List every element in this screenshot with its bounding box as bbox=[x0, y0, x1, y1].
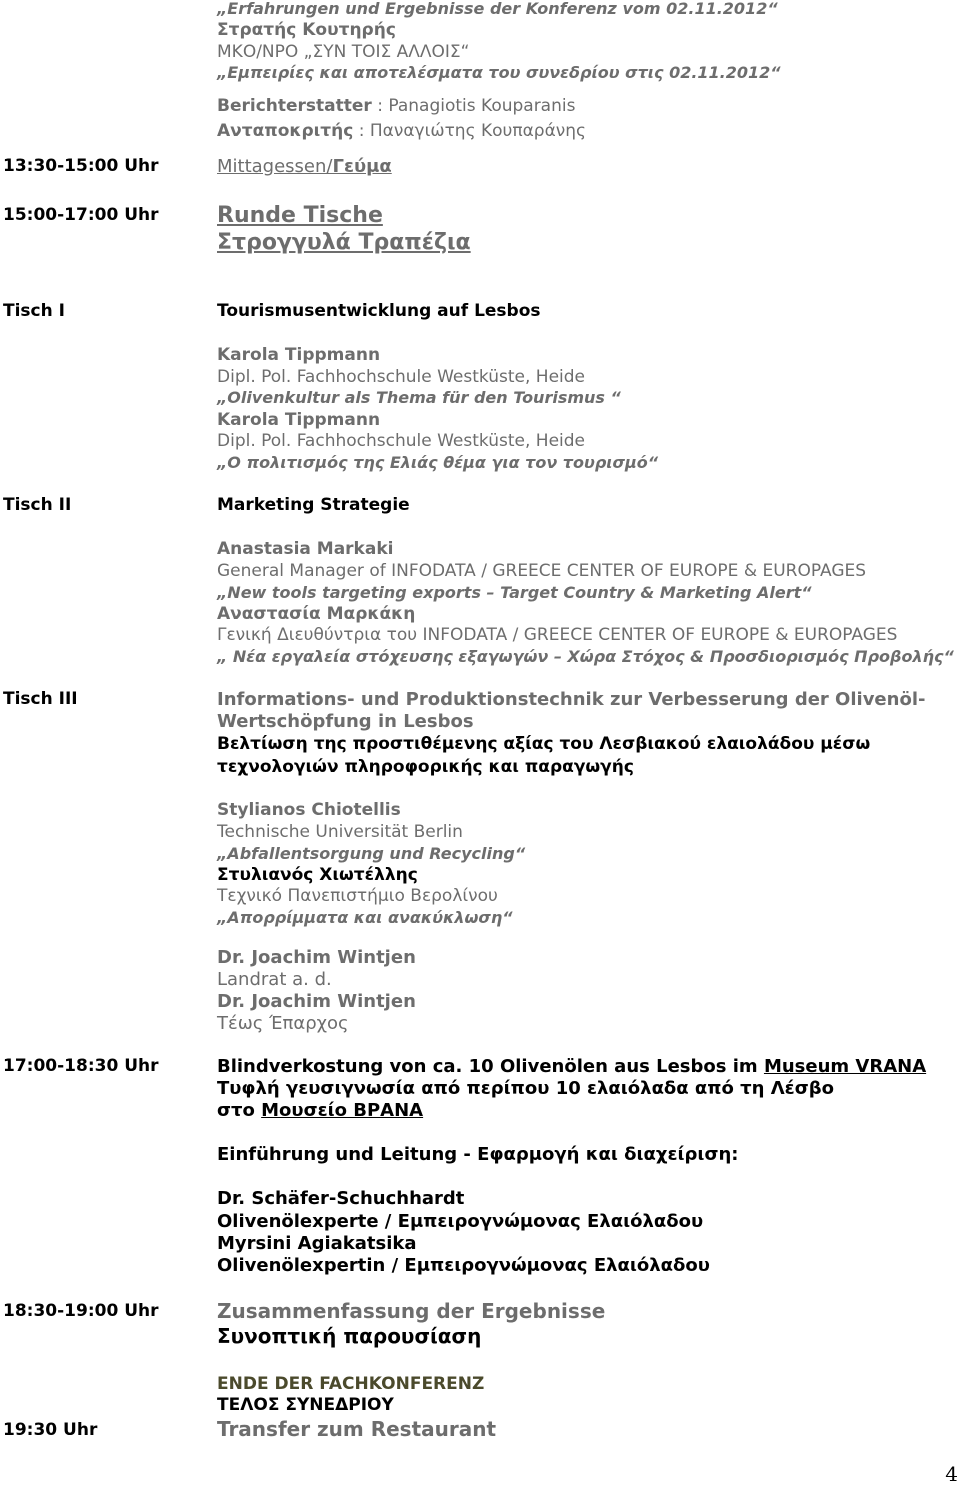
reporter-gr bbox=[217, 122, 586, 142]
tisch-3-topic-de-1: Informations- und Produktionstechnik zur Verbesserung der Olivenöl- bbox=[217, 689, 926, 710]
tisch-3-talk-1: „Abfallentsorgung und Recycling“ bbox=[217, 844, 526, 863]
tisch-3-topic-de-2: Wertschöpfung in Lesbos bbox=[217, 711, 474, 732]
transfer-time: 19:30 Uhr bbox=[3, 1420, 98, 1440]
tisch-1-speaker-1: Karola Tippmann bbox=[217, 345, 381, 365]
tisch-1-affiliation-1: Dipl. Pol. Fachhochschule Westküste, Heide bbox=[217, 367, 585, 387]
tisch-3-talk-2: „Απορρίμματα και ανακύκλωση“ bbox=[217, 908, 513, 927]
tasting-line-3-text: στο bbox=[217, 1100, 262, 1121]
tisch-3-topic-gr-2: τεχνολογιών πληροφορικής και παραγωγής bbox=[217, 757, 634, 777]
lunch-gr: Γεύμα bbox=[332, 156, 392, 177]
tisch-2-talk-2: „ Νέα εργαλεία στόχευσης εξαγωγών – Χώρα Στόχος & Προσδιορισμός Προβολής“ bbox=[217, 647, 954, 666]
round-tables-time: 15:00-17:00 Uhr bbox=[3, 205, 159, 225]
tasting-line-1-text: Blindverkostung von ca. 10 Olivenölen aus Lesbos im bbox=[217, 1056, 764, 1077]
lunch-title bbox=[217, 157, 392, 178]
tisch-1-speaker-2: Karola Tippmann bbox=[217, 410, 381, 430]
tisch-2-talk-1: „New tools targeting exports – Target Country & Marketing Alert“ bbox=[217, 583, 812, 602]
tisch-2-affiliation-1: General Manager of INFODATA / GREECE CENTER OF EUROPE & EUROPAGES bbox=[217, 561, 867, 581]
speaker-name-gr: Στρατής Κουτηρής bbox=[217, 20, 396, 40]
tisch-1-affiliation-2: Dipl. Pol. Fachhochschule Westküste, Heide bbox=[217, 431, 585, 451]
reporter-de-label: Berichterstatter bbox=[217, 96, 372, 116]
conference-results-de: „Erfahrungen und Ergebnisse der Konferenz vom 02.11.2012“ bbox=[217, 0, 778, 18]
lunch-de: Mittagessen/ bbox=[217, 156, 333, 177]
lunch-time: 13:30-15:00 Uhr bbox=[3, 156, 159, 176]
reporter-de-name: : Panagiotis Kouparanis bbox=[377, 96, 576, 116]
tisch-1-talk-1: „Olivenkultur als Thema für den Tourismus “ bbox=[217, 388, 621, 407]
tisch-2-topic: Marketing Strategie bbox=[217, 495, 410, 515]
tisch-3-affiliation-2: Τεχνικό Πανεπιστήμιο Βερολίνου bbox=[217, 886, 498, 906]
museum-vrana-gr-link[interactable]: Μουσείο ΒΡΑΝΑ bbox=[261, 1100, 424, 1121]
summary-de: Zusammenfassung der Ergebnisse bbox=[217, 1299, 606, 1323]
tisch-1-talk-2: „Ο πολιτισμός της Ελιάς θέμα για τον τουρισμό“ bbox=[217, 453, 659, 472]
page-number: 4 bbox=[945, 1462, 958, 1486]
organization-gr: ΜΚΟ/ΝΡΟ „ΣΥΝ ΤΟΙΣ ΑΛΛΟΙΣ“ bbox=[217, 42, 470, 62]
tasting-intro: Einführung und Leitung - Εφαρμογή και διαχείριση: bbox=[217, 1144, 739, 1165]
museum-vrana-link[interactable]: Museum VRANA bbox=[763, 1056, 927, 1077]
tasting-line-1 bbox=[217, 1057, 926, 1078]
tisch-1-label: Tisch I bbox=[3, 301, 65, 321]
tisch-3-label: Tisch III bbox=[3, 689, 78, 709]
summary-time: 18:30-19:00 Uhr bbox=[3, 1301, 159, 1321]
tasting-line-3 bbox=[217, 1101, 423, 1122]
tisch-2-affiliation-2: Γενική Διευθύντρια του INFODATA / GREECE CENTER OF EUROPE & EUROPAGES bbox=[217, 625, 898, 645]
expert-2-role: Olivenölexpertin / Εμπειρογνώμονας Ελαιόλαδου bbox=[217, 1255, 710, 1276]
round-tables-title-gr: Στρογγυλά Τραπέζια bbox=[217, 230, 471, 255]
tisch-3-affiliation-1: Technische Universität Berlin bbox=[217, 822, 463, 842]
tisch-3-affiliation-4: Τέως Έπαρχος bbox=[217, 1013, 349, 1034]
tasting-line-2: Τυφλή γευσιγνωσία από περίπου 10 ελαιόλαδα από τη Λέσβο bbox=[217, 1078, 834, 1099]
tisch-3-speaker-4: Dr. Joachim Wintjen bbox=[217, 991, 416, 1012]
tisch-3-speaker-2: Στυλιανός Χιωτέλλης bbox=[217, 865, 418, 885]
expert-2-name: Myrsini Agiakatsika bbox=[217, 1233, 417, 1254]
tisch-3-topic-gr-1: Βελτίωση της προστιθέμενης αξίας του Λεσβιακού ελαιολάδου μέσω bbox=[217, 734, 871, 754]
reporter-de bbox=[217, 97, 575, 117]
expert-1-name: Dr. Schäfer-Schuchhardt bbox=[217, 1188, 465, 1209]
tisch-2-speaker-2: Αναστασία Μαρκάκη bbox=[217, 604, 416, 624]
expert-1-role: Olivenölexperte / Εμπειρογνώμονας Ελαιόλαδου bbox=[217, 1211, 704, 1232]
transfer-text: Transfer zum Restaurant bbox=[217, 1417, 497, 1441]
tisch-1-topic: Tourismusentwicklung auf Lesbos bbox=[217, 301, 541, 321]
reporter-gr-label: Ανταποκριτής bbox=[217, 121, 354, 141]
tisch-2-speaker-1: Anastasia Markaki bbox=[217, 539, 394, 559]
conference-results-gr: „Εμπειρίες και αποτελέσματα του συνεδρίου στις 02.11.2012“ bbox=[217, 63, 781, 82]
reporter-gr-name: : Παναγιώτης Κουπαράνης bbox=[358, 121, 587, 141]
summary-gr: Συνοπτική παρουσίαση bbox=[217, 1324, 482, 1348]
end-gr: ΤΕΛΟΣ ΣΥΝΕΔΡΙΟΥ bbox=[217, 1395, 394, 1415]
tisch-3-speaker-1: Stylianos Chiotellis bbox=[217, 800, 401, 820]
tisch-3-affiliation-3: Landrat a. d. bbox=[217, 969, 332, 990]
round-tables-title-de: Runde Tische bbox=[217, 203, 383, 228]
tasting-time: 17:00-18:30 Uhr bbox=[3, 1056, 159, 1076]
tisch-2-label: Tisch II bbox=[3, 495, 72, 515]
end-de: ENDE DER FACHKONFERENZ bbox=[217, 1374, 485, 1394]
tisch-3-speaker-3: Dr. Joachim Wintjen bbox=[217, 947, 416, 968]
